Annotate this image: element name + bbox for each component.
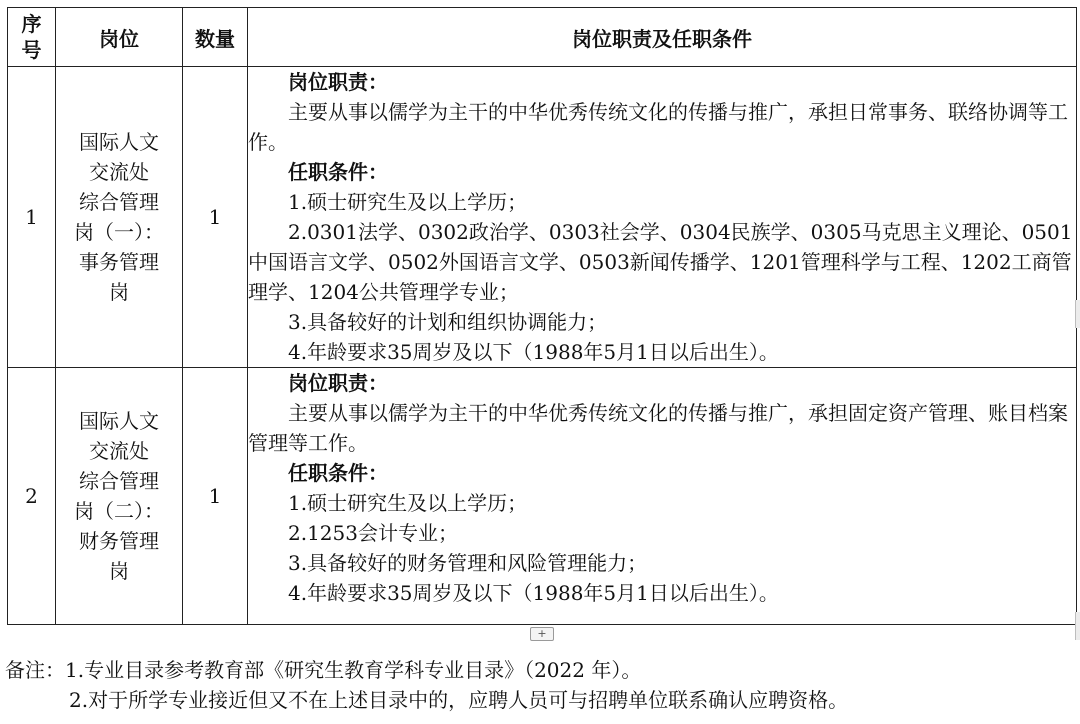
position-name-line: 国际人文 (79, 409, 159, 433)
note-line: 2.对于所学专业接近但又不在上述目录中的，应聘人员可与招聘单位联系确认应聘资格。 (69, 688, 849, 712)
table-row (8, 368, 1077, 625)
requirement-title: 任职条件： (288, 160, 388, 184)
header-seq-top: 序 (21, 12, 42, 36)
position-name-line: 综合管理 (79, 190, 159, 214)
position-name-line: 综合管理 (79, 469, 159, 493)
position-name-line: 岗（一）： (74, 220, 164, 244)
position-name-line: 财务管理 (79, 529, 159, 553)
header-count: 数量 (183, 8, 248, 67)
row-count: 1 (183, 368, 248, 625)
row-duties (248, 67, 1077, 368)
requirement-item: 3.具备较好的计划和组织协调能力； (288, 310, 608, 334)
position-name-line: 交流处 (89, 160, 149, 184)
position-name-line: 岗 (109, 280, 129, 304)
requirement-item: 3.具备较好的财务管理和风险管理能力； (288, 551, 648, 575)
row-seq: 1 (8, 67, 56, 368)
scroll-edge-marker[interactable] (1075, 612, 1080, 640)
scroll-edge-marker[interactable] (1075, 300, 1080, 328)
position-name-line: 交流处 (89, 439, 149, 463)
header-seq-bottom: 号 (21, 38, 42, 62)
position-name-line: 岗（二）： (74, 499, 164, 523)
requirement-title: 任职条件： (288, 461, 388, 485)
duty-text: 主要从事以儒学为主干的中华优秀传统文化的传播与推广，承担日常事务、联络协调等工作。 (248, 100, 1068, 154)
header-duties: 岗位职责及任职条件 (248, 8, 1077, 67)
requirement-item: 1.硕士研究生及以上学历； (288, 491, 528, 515)
row-count: 1 (183, 67, 248, 368)
table-header-row (8, 8, 1077, 67)
requirement-item: 4.年龄要求35周岁及以下（1988年5月1日以后出生）。 (288, 340, 779, 364)
position-name-line: 岗 (109, 559, 129, 583)
row-position-name (56, 368, 183, 625)
position-name-line: 国际人文 (79, 130, 159, 154)
header-position: 岗位 (56, 8, 183, 67)
requirement-item: 4.年龄要求35周岁及以下（1988年5月1日以后出生）。 (288, 581, 779, 605)
duty-text: 主要从事以儒学为主干的中华优秀传统文化的传播与推广，承担固定资产管理、账目档案管理等工作。 (248, 401, 1068, 455)
row-position-name (56, 67, 183, 368)
notes (5, 655, 1075, 715)
requirement-item: 2.0301法学、0302政治学、0303社会学、0304民族学、0305马克思主义理论、0501中国语言文学、0502外国语言文学、0503新闻传播学、1201管理科学与工程、1202工商管理学、1204公共管理学专业； (248, 220, 1073, 304)
requirement-item: 1.硕士研究生及以上学历； (288, 190, 528, 214)
row-seq: 2 (8, 368, 56, 625)
header-seq (8, 8, 56, 67)
requirement-item: 2.1253会计专业； (288, 521, 458, 545)
job-table (7, 7, 1077, 625)
row-duties (248, 368, 1077, 625)
table-row (8, 67, 1077, 368)
position-name-line: 事务管理 (79, 250, 159, 274)
note-line: 备注：1.专业目录参考教育部《研究生教育学科专业目录》（2022 年）。 (5, 658, 642, 682)
table-expand-handle[interactable]: + (530, 627, 554, 641)
duty-title: 岗位职责： (288, 70, 388, 94)
duty-title: 岗位职责： (288, 371, 388, 395)
